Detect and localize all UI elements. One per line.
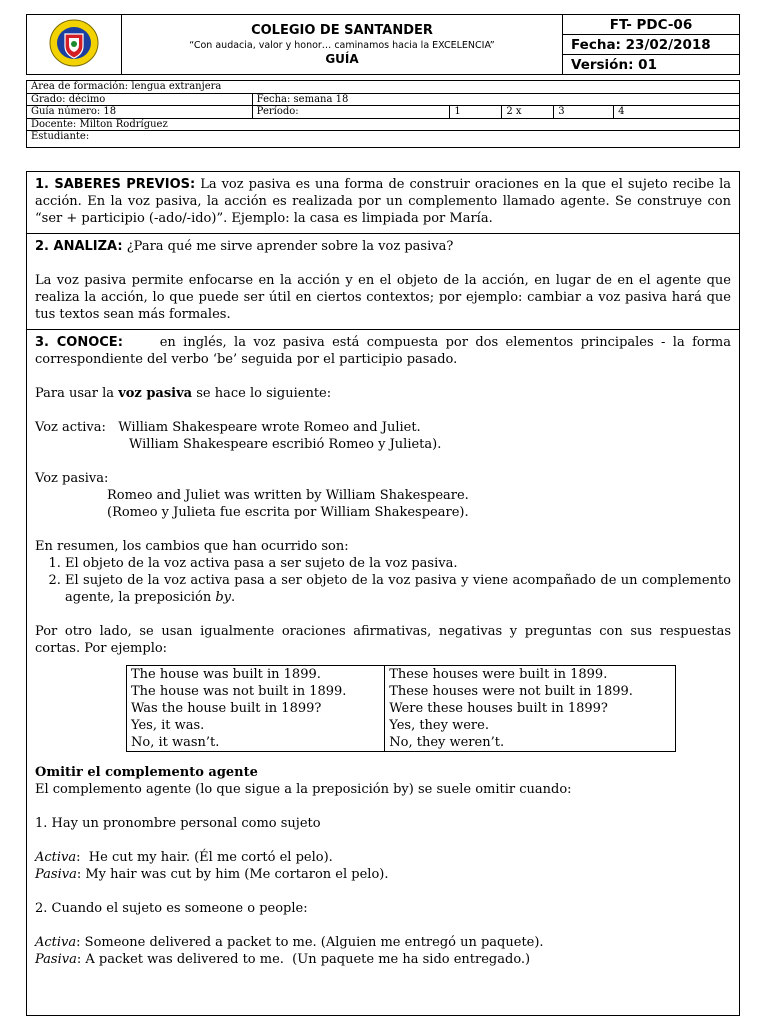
period-3: 3 bbox=[554, 106, 614, 119]
section-saberes-previos bbox=[27, 172, 739, 234]
table-row: No, it wasn’t. bbox=[131, 735, 220, 750]
school-logo bbox=[48, 18, 100, 68]
passive-voice-translation: (Romeo y Julieta fue escrita por William Shakespeare). bbox=[107, 505, 469, 520]
omit-agent-title: Omitir el complemento agente bbox=[35, 765, 258, 780]
table-row: These houses were built in 1899. bbox=[389, 667, 608, 682]
document-type: GUÍA bbox=[325, 51, 359, 66]
table-row: The house was not built in 1899. bbox=[131, 684, 347, 699]
document-code: FT- PDC-06 bbox=[563, 15, 740, 35]
section-heading: 3. CONOCE: bbox=[35, 335, 123, 350]
section-conoce bbox=[27, 330, 739, 974]
area-field: Area de formación: lengua extranjera bbox=[27, 81, 740, 94]
document-version: Versión: 01 bbox=[563, 55, 740, 75]
teacher-field: Docente: Milton Rodríguez bbox=[27, 118, 740, 131]
table-row: These houses were not built in 1899. bbox=[389, 684, 633, 699]
info-table bbox=[26, 80, 740, 148]
section-heading: 2. ANALIZA: bbox=[35, 239, 123, 254]
case-2-heading: 2. Cuando el sujeto es someone o people: bbox=[35, 901, 308, 916]
list-item: 1. El objeto de la voz activa pasa a ser sujeto de la voz pasiva. bbox=[65, 555, 731, 572]
period-4: 4 bbox=[614, 106, 740, 119]
case-2-passive: Pasiva: A packet was delivered to me. (Un paquete me ha sido entregado.) bbox=[35, 952, 531, 967]
other-forms-text: Por otro lado, se usan igualmente oraciones afirmativas, negativas y preguntas con sus respuestas cortas. Por ejemplo: bbox=[35, 624, 731, 656]
case-1-passive: Pasiva: My hair was cut by him (Me cortaron el pelo). bbox=[35, 867, 389, 882]
table-row: Were these houses built in 1899? bbox=[389, 701, 608, 716]
table-row: Was the house built in 1899? bbox=[131, 701, 322, 716]
period-2: 2 x bbox=[502, 106, 554, 119]
section-heading: 1. SABERES PREVIOS: bbox=[35, 177, 196, 192]
table-row: Yes, it was. bbox=[131, 718, 205, 733]
changes-list bbox=[35, 555, 731, 606]
usage-line: Para usar la voz pasiva se hace lo siguiente: bbox=[35, 386, 332, 401]
table-row: Yes, they were. bbox=[389, 718, 489, 733]
case-2-active: Activa: Someone delivered a packet to me. (Alguien me entregó un paquete). bbox=[35, 935, 544, 950]
table-row: The house was built in 1899. bbox=[131, 667, 321, 682]
section-text: La voz pasiva permite enfocarse en la acción y en el objeto de la acción, en lugar de en el agente que realiza la acción, lo que puede ser útil en ciertos contextos; por ejemplo: cambiar a voz pasiva hará que tus textos sean más formales. bbox=[35, 273, 731, 322]
table-row: No, they weren’t. bbox=[389, 735, 505, 750]
logo-cell bbox=[27, 15, 122, 75]
case-1-active: Activa: He cut my hair. (Él me cortó el pelo). bbox=[35, 850, 333, 865]
summary-intro: En resumen, los cambios que han ocurrido son: bbox=[35, 539, 349, 554]
active-voice-example: Voz activa: William Shakespeare wrote Romeo and Juliet. bbox=[35, 420, 421, 435]
title-cell bbox=[122, 15, 563, 75]
examples-singular bbox=[127, 666, 385, 752]
voz-pasiva-term: voz pasiva bbox=[118, 386, 193, 401]
date-field: Fecha: semana 18 bbox=[252, 93, 739, 106]
period-label: Período: bbox=[252, 106, 450, 119]
guide-number-field: Guía número: 18 bbox=[27, 106, 253, 119]
section-analiza bbox=[27, 234, 739, 330]
case-1-heading: 1. Hay un pronombre personal como sujeto bbox=[35, 816, 321, 831]
document-date: Fecha: 23/02/2018 bbox=[563, 35, 740, 55]
list-item: 2. El sujeto de la voz activa pasa a ser objeto de la voz pasiva y viene acompañado de un complemento agente, la preposición by. bbox=[65, 572, 731, 606]
school-name: COLEGIO DE SANTANDER bbox=[251, 22, 433, 38]
omit-agent-text: El complemento agente (lo que sigue a la preposición by) se suele omitir cuando: bbox=[35, 782, 572, 797]
examples-plural bbox=[385, 666, 676, 752]
document-header bbox=[26, 14, 740, 75]
passive-voice-label: Voz pasiva: bbox=[35, 471, 109, 486]
active-voice-translation: William Shakespeare escribió Romeo y Julieta). bbox=[129, 437, 442, 452]
passive-voice-example: Romeo and Juliet was written by William Shakespeare. bbox=[107, 488, 469, 503]
period-1: 1 bbox=[450, 106, 502, 119]
student-field: Estudiante: bbox=[27, 131, 740, 148]
section-text: La voz pasiva es una forma de construir oraciones en la que el sujeto recibe la acción. En la voz pasiva, la acción es realizada por un complemento llamado agente. Se construye con “ser + participio (-ado/-ido)”. Ejemplo: la casa es limpiada por María. bbox=[35, 177, 731, 226]
guide-body bbox=[26, 171, 740, 1016]
examples-table bbox=[126, 665, 676, 752]
section-intro: en inglés, la voz pasiva está compuesta por dos elementos principales - la forma correspondiente del verbo ‘be’ seguida por el participio pasado. bbox=[35, 335, 736, 367]
section-question: ¿Para qué me sirve aprender sobre la voz pasiva? bbox=[122, 239, 454, 254]
school-motto: “Con audacia, valor y honor… caminamos hacia la EXCELENCIA” bbox=[189, 39, 495, 51]
grade-field: Grado: décimo bbox=[27, 93, 253, 106]
